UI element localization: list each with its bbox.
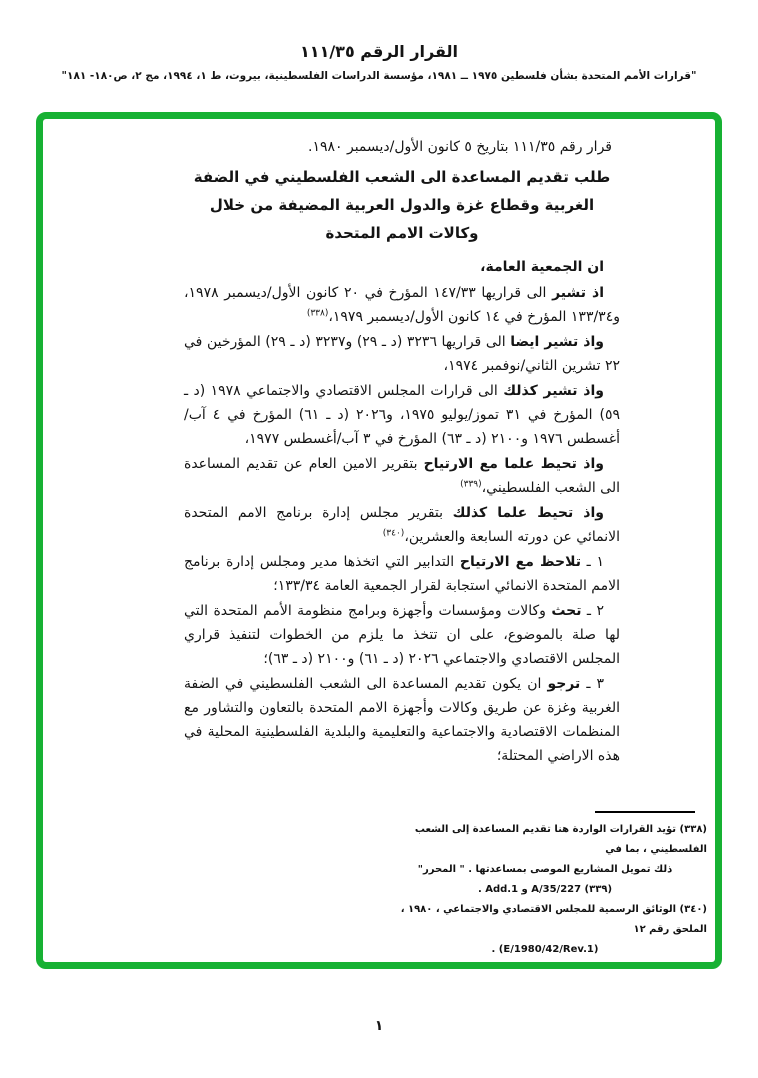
footnote-line: (٣٤٠) الوثائق الرسمية للمجلس الاقتصادي والاجتماعي ، ١٩٨٠ ، الملحق رقم ١٢ (400, 904, 707, 935)
paragraph-lead: واذ تحيط علما مع الارتياح (423, 456, 604, 472)
paragraph-body: ان يكون تقديم المساعدة الى الشعب الفلسطيني في الضفة الغربية وغزة عن طريق وكالات وأجهزة الامم المتحدة بالتعاون والتشاور مع المنظمات الاقتصادية والاجتماعية والتعليمية والبلدية الفلسطينية المحلية في هذه الاراضي المحتلة؛ (184, 676, 620, 764)
resolution-text (184, 135, 620, 769)
paragraph-body: الى قراريها ١٤٧/٣٣ المؤرخ في ٢٠ كانون الأول/ديسمبر ١٩٧٨، و١٣٣/٣٤ المؤرخ في ١٤ كانون الأول/ديسمبر ١٩٧٩، (184, 285, 620, 325)
resolution-box (36, 112, 722, 969)
footnote-line: (٣٣٨) تؤيد القرارات الواردة هنا تقديم المساعدة إلى الشعب الفلسطيني ، بما في (414, 824, 707, 855)
document-header (0, 42, 758, 82)
footnote-ref: (٣٣٩) (460, 479, 482, 490)
footnote-line: ذلك تمويل المشاريع الموصى بمساعدتها . " المحرر" (417, 864, 673, 875)
resolution-title-line: الغربية وقطاع غزة والدول العربية المضيفة من خلال (209, 196, 595, 214)
paragraph-body: التدابير التي اتخذها مدير ومجلس إدارة برنامج الامم المتحدة الانمائي استجابة لقرار الجمعية العامة ١٣٣/٣٤؛ (184, 554, 620, 594)
footnotes-section (383, 811, 707, 960)
paragraph-body: الى قراريها ٣٢٣٦ (د ـ ٢٩) و٣٢٣٧ (د ـ ٢٩) المؤرخين في ٢٢ تشرين الثاني/نوفمبر ١٩٧٤، (184, 334, 620, 374)
resolution-title-line: وكالات الامم المتحدة (325, 224, 479, 242)
paragraph-number: ٣ ـ (580, 676, 604, 692)
paragraph-lead: واذ تشير ايضا (510, 334, 604, 350)
operative-paragraph (184, 599, 620, 671)
paragraph-body: الى قرارات المجلس الاقتصادي والاجتماعي ١٩٧٨ (د ـ ٥٩) المؤرخ في ٣١ تموز/يوليو ١٩٧٥، و٢٠٢٦ (د ـ ٦١) المؤرخ في ٤ آب/أغسطس ١٩٧٦ و٢١٠٠ (د ـ ٦٣) المؤرخ في ٣ آب/أغسطس ١٩٧٧، (184, 383, 621, 447)
resolution-date-line: قرار رقم ١١١/٣٥ بتاريخ ٥ كانون الأول/ديسمبر ١٩٨٠. (307, 139, 612, 155)
footnote-line: (٣٣٩) A/35/227 و Add.1 . (477, 884, 613, 895)
preamble-paragraph (184, 501, 620, 549)
paragraph-lead: اذ تشير (552, 285, 604, 301)
paragraph-lead: تحث (551, 603, 582, 619)
preamble-paragraph (184, 379, 620, 451)
paragraph-body: بتقرير مجلس إدارة برنامج الامم المتحدة الانمائي عن دورته السابعة والعشرين، (184, 505, 620, 545)
resolution-title-line: طلب تقديم المساعدة الى الشعب الفلسطيني في الضفة (193, 168, 611, 186)
preamble-paragraph (184, 281, 620, 329)
operative-paragraph (184, 672, 620, 768)
preamble-paragraph (184, 330, 620, 378)
operative-paragraph (184, 550, 620, 598)
opening-line: ان الجمعية العامة، (480, 259, 604, 275)
paragraph-lead: ترجو (547, 676, 581, 692)
paragraph-body: بتقرير الامين العام عن تقديم المساعدة الى الشعب الفلسطيني، (184, 456, 620, 496)
page-number: ١ (374, 1018, 384, 1034)
paragraph-number: ١ ـ (580, 554, 604, 570)
paragraph-lead: واذ تحيط علما كذلك (452, 505, 604, 521)
preamble-paragraph (184, 452, 620, 500)
paragraph-lead: واذ تشير كذلك (503, 383, 604, 399)
page-title: القرار الرقم ١١١/٣٥ (300, 42, 458, 61)
footnote-line: (E/1980/42/Rev.1) . (491, 944, 599, 955)
resolution-title (184, 163, 620, 247)
footnote-ref: (٣٣٨) (306, 308, 329, 319)
footnote-separator (595, 811, 695, 813)
paragraph-body: وكالات ومؤسسات وأجهزة وبرامج منظومة الأمم المتحدة التي لها صلة بالموضوع، على ان تتخذ ما يلزم من الخطوات لتنفيذ قراري المجلس الاقتصادي والاجتماعي ٢٠٢٦ (د ـ ٦١) و٢١٠٠ (د ـ ٦٣)؛ (184, 603, 620, 667)
paragraph-lead: تلاحظ مع الارتياح (459, 554, 581, 570)
footnote-ref: (٣٤٠) (382, 528, 405, 539)
paragraph-number: ٢ ـ (581, 603, 604, 619)
source-citation: "قرارات الأمم المتحدة بشأن فلسطين ١٩٧٥ ــ ١٩٨١، مؤسسة الدراسات الفلسطينية، بيروت، ط ١، ١٩٩٤، مج ٢، ص١٨٠- ١٨١" (61, 70, 697, 82)
